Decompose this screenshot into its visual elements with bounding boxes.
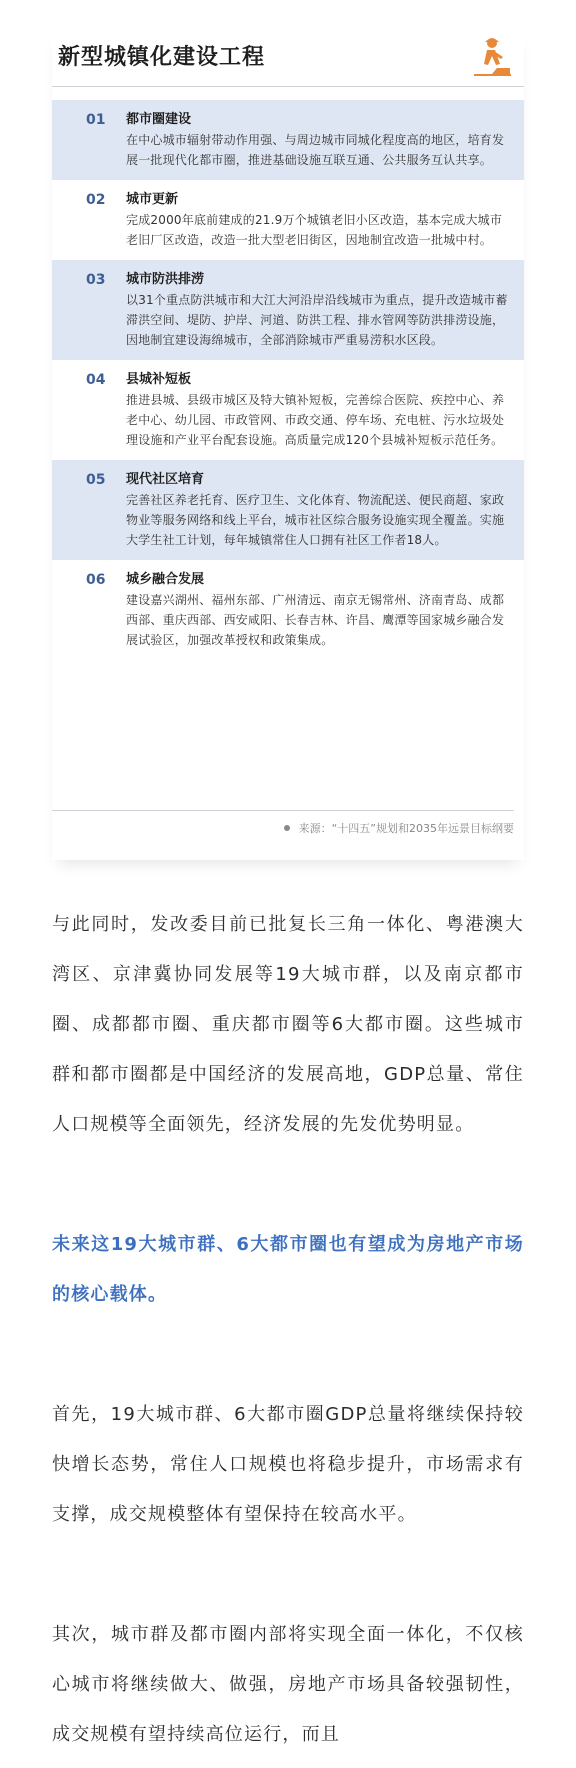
article-paragraph-2: 首先，19大城市群、6大都市圈GDP总量将继续保持较快增长态势，常住人口规模也将稳步提升，市场需求有支撑，成交规模整体有望保持在较高水平。 <box>52 1404 524 1525</box>
item-title: 城市更新 <box>126 192 179 207</box>
item-number: 03 <box>86 272 106 288</box>
article-paragraph-1: 与此同时，发改委目前已批复长三角一体化、粤港澳大湾区、京津冀协同发展等19大城市群，以及南京都市圈、成都都市圈、重庆都市圈等6大都市圈。这些城市群和都市圈都是中国经济的发展高地，GDP总量、常住人口规模等全面领先，经济发展的先发优势明显。 <box>52 914 524 1135</box>
list-item <box>52 360 524 460</box>
item-description: 在中心城市辐射带动作用强、与周边城市同城化程度高的地区，培育发展一批现代化都市圈，推进基础设施互联互通、公共服务互认共享。 <box>126 133 505 167</box>
card-title: 新型城镇化建设工程 <box>58 45 266 70</box>
item-description: 建设嘉兴湖州、福州东部、广州清远、南京无锡常州、济南青岛、成都西部、重庆西部、西安咸阳、长春吉林、许昌、鹰潭等国家城乡融合发展试验区，加强改革授权和政策集成。 <box>126 593 505 647</box>
item-description: 推进县城、县级市城区及特大镇补短板，完善综合医院、疾控中心、养老中心、幼儿园、市政管网、市政交通、停车场、充电桩、污水垃圾处理设施和产业平台配套设施。高质量完成120个县城补短板示范任务。 <box>126 393 505 447</box>
item-description: 完成2000年底前建成的21.9万个城镇老旧小区改造，基本完成大城市老旧厂区改造，改造一批大型老旧街区，因地制宜改造一批城中村。 <box>126 213 503 247</box>
list-item <box>52 560 524 660</box>
item-title: 城市防洪排涝 <box>126 272 205 287</box>
item-description: 完善社区养老托育、医疗卫生、文化体育、物流配送、便民商超、家政物业等服务网络和线上平台，城市社区综合服务设施实现全覆盖。实施大学生社工计划，每年城镇常住人口拥有社区工作者18人。 <box>126 493 505 547</box>
article-highlight: 未来这19大城市群、6大都市圈也有望成为房地产市场的核心载体。 <box>52 1234 524 1305</box>
item-number: 06 <box>86 572 106 588</box>
list-item <box>52 180 524 260</box>
source-divider <box>52 810 514 811</box>
construction-worker-icon <box>470 34 514 78</box>
item-title: 都市圈建设 <box>126 112 192 127</box>
title-divider <box>52 86 524 87</box>
bullet-dot-icon <box>284 825 290 831</box>
source-note <box>284 820 514 836</box>
article-paragraph-3: 其次，城市群及都市圈内部将实现全面一体化，不仅核心城市将继续做大、做强，房地产市场具备较强韧性，成交规模有望持续高位运行，而且 <box>52 1624 524 1745</box>
project-list <box>52 100 524 660</box>
list-item <box>52 100 524 180</box>
item-title: 现代社区培育 <box>126 472 205 487</box>
item-number: 01 <box>86 112 106 128</box>
list-item <box>52 260 524 360</box>
item-title: 城乡融合发展 <box>126 572 205 587</box>
item-number: 05 <box>86 472 106 488</box>
list-item <box>52 460 524 560</box>
item-title: 县城补短板 <box>126 372 192 387</box>
item-number: 04 <box>86 372 106 388</box>
project-card <box>52 30 524 860</box>
item-number: 02 <box>86 192 106 208</box>
item-description: 以31个重点防洪城市和大江大河沿岸沿线城市为重点，提升改造城市蓄滞洪空间、堤防、护岸、河道、防洪工程、排水管网等防洪排涝设施，因地制宜建设海绵城市，全部消除城市严重易涝积水区段。 <box>126 293 508 347</box>
source-text: 来源：“十四五”规划和2035年远景目标纲要 <box>298 822 514 835</box>
